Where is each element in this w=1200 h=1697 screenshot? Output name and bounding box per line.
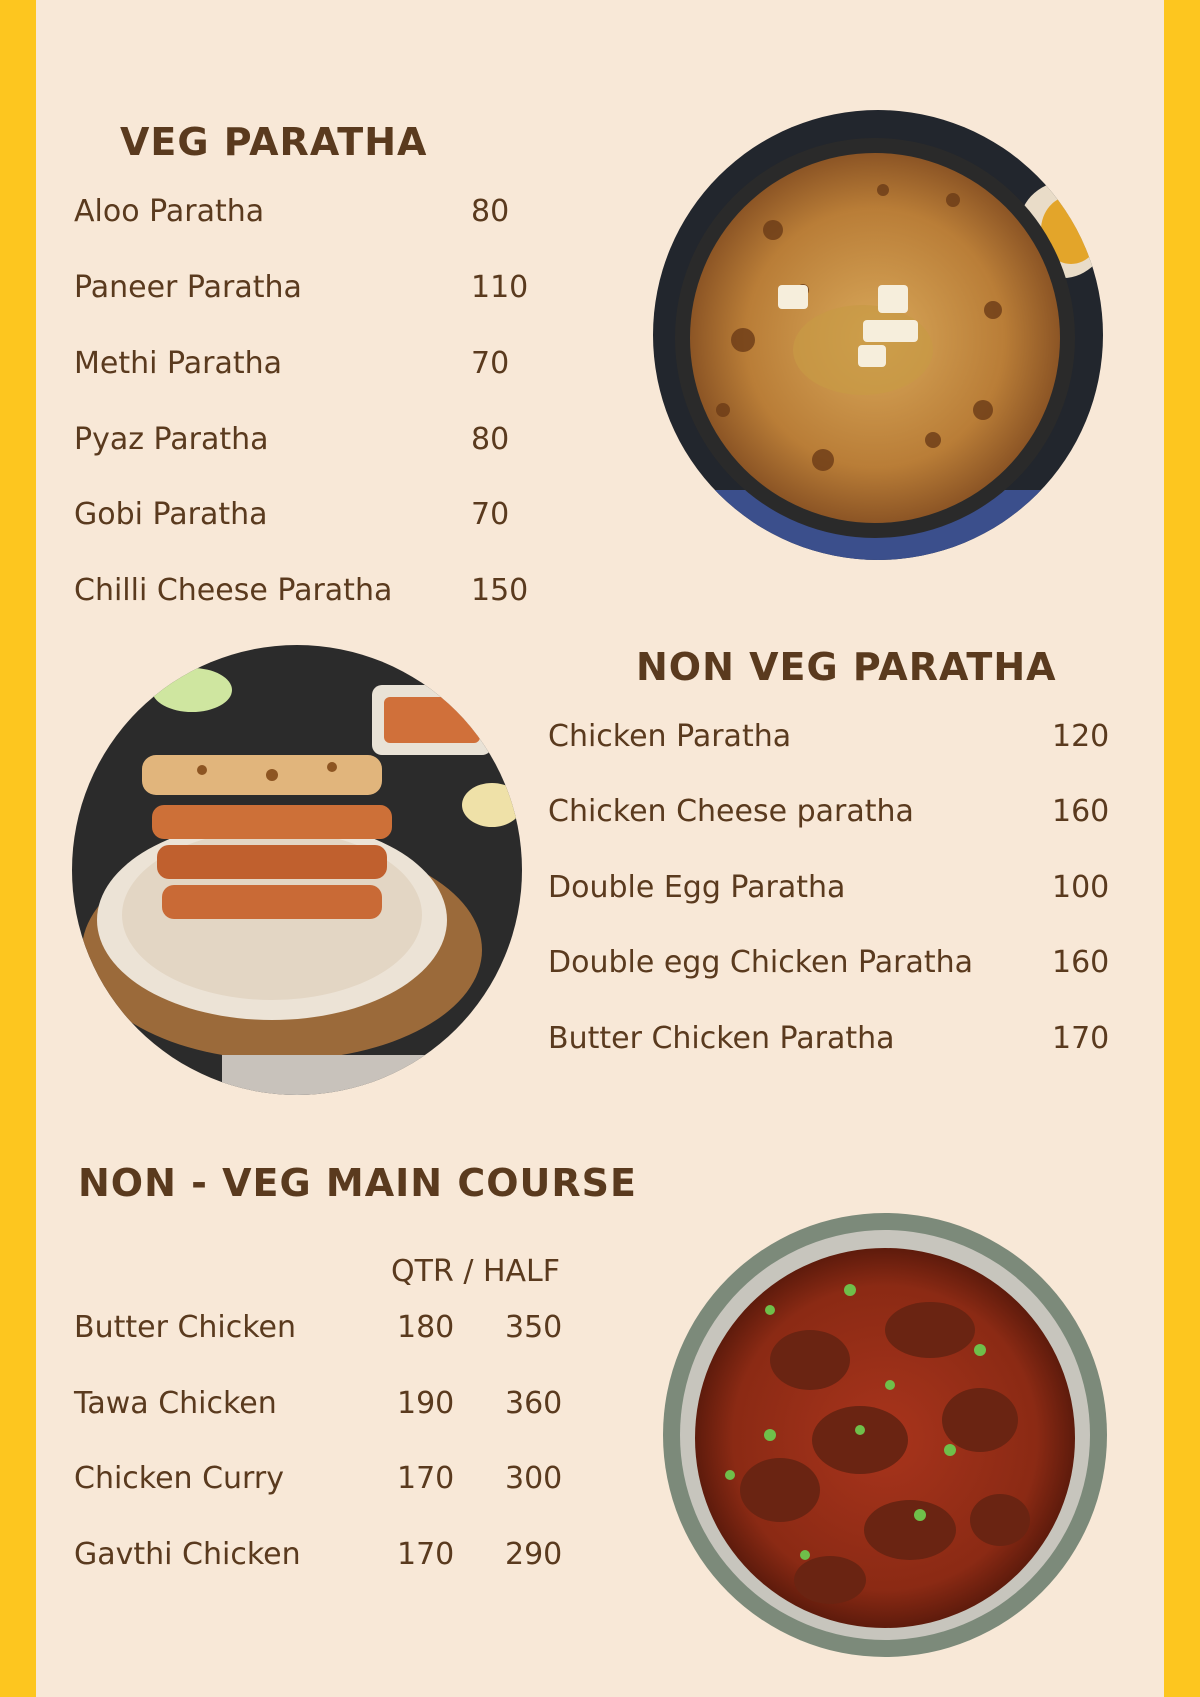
menu-item [74,1386,614,1430]
chicken-paratha-photo [72,645,522,1095]
qtr-half-column-header: QTR / HALF [391,1254,561,1289]
item-price: 150 [471,573,529,608]
veg-paratha-heading: VEG PARATHA [120,120,428,164]
menu-item [548,794,1148,838]
item-price-qtr: 170 [397,1461,455,1496]
item-price-half: 350 [505,1310,563,1345]
item-price: 120 [1052,719,1110,754]
menu-item [74,1537,614,1581]
aloo-paratha-photo [653,110,1103,560]
item-name: Gavthi Chicken [74,1537,301,1572]
non-veg-paratha-heading: NON VEG PARATHA [636,645,1057,689]
menu-item [548,719,1148,763]
item-name: Double Egg Paratha [548,870,846,905]
item-price: 160 [1052,945,1110,980]
item-price-half: 360 [505,1386,563,1421]
aloo-paratha-illustration [653,110,1103,560]
item-price-half: 290 [505,1537,563,1572]
menu-item [74,497,574,541]
item-name: Chilli Cheese Paratha [74,573,393,608]
item-price: 80 [471,194,510,229]
item-price: 100 [1052,870,1110,905]
menu-item [74,346,574,390]
menu-item [74,573,574,617]
item-name: Butter Chicken Paratha [548,1021,895,1056]
chicken-curry-illustration [660,1210,1110,1660]
item-price-half: 300 [505,1461,563,1496]
item-name: Paneer Paratha [74,270,302,305]
chicken-curry-photo [660,1210,1110,1660]
item-name: Tawa Chicken [74,1386,277,1421]
item-price: 80 [471,422,510,457]
menu-item [548,945,1148,989]
item-price: 110 [471,270,529,305]
item-price-qtr: 170 [397,1537,455,1572]
chicken-paratha-illustration [72,645,522,1095]
item-name: Butter Chicken [74,1310,297,1345]
menu-item [74,1461,614,1505]
menu-item [74,194,574,238]
item-name: Chicken Cheese paratha [548,794,914,829]
item-price-qtr: 190 [397,1386,455,1421]
item-name: Pyaz Paratha [74,422,269,457]
item-name: Methi Paratha [74,346,282,381]
item-price-qtr: 180 [397,1310,455,1345]
item-price: 70 [471,497,510,532]
menu-item [548,1021,1148,1065]
main-course-heading: NON - VEG MAIN COURSE [78,1161,637,1205]
menu-item [74,422,574,466]
menu-page [36,0,1164,1697]
item-name: Chicken Paratha [548,719,792,754]
item-name: Chicken Curry [74,1461,284,1496]
menu-item [74,1310,614,1354]
menu-item [548,870,1148,914]
item-price: 70 [471,346,510,381]
item-price: 160 [1052,794,1110,829]
menu-item [74,270,574,314]
item-price: 170 [1052,1021,1110,1056]
item-name: Gobi Paratha [74,497,268,532]
item-name: Double egg Chicken Paratha [548,945,974,980]
item-name: Aloo Paratha [74,194,265,229]
